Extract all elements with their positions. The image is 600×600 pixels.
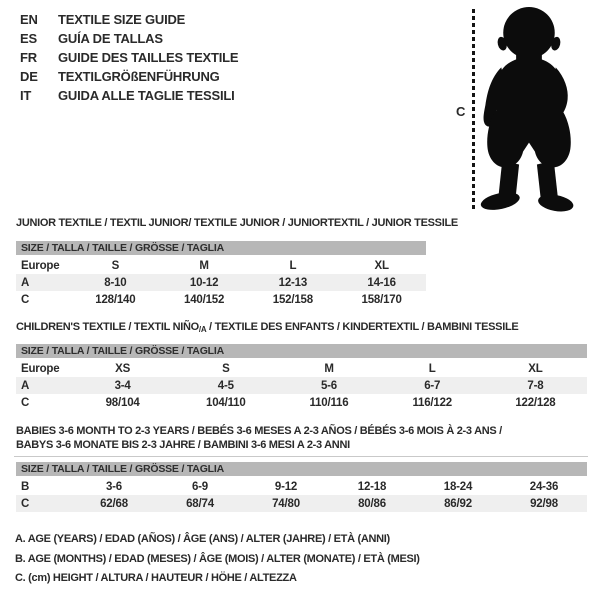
table-cell: 122/128 (515, 396, 556, 409)
language-title: GUIDA ALLE TAGLIE TESSILI (58, 88, 235, 103)
table-cell: 152/158 (272, 293, 313, 306)
language-title: TEXTILE SIZE GUIDE (58, 12, 186, 27)
row-label: C (21, 293, 30, 306)
table-cell: M (324, 362, 334, 375)
table-cell: L (428, 362, 436, 375)
table-cell: 7-8 (527, 379, 544, 392)
table-cell: S (222, 362, 230, 375)
children-size-table (16, 344, 587, 411)
size-header-band: SIZE / TALLA / TAILLE / GRÖSSE / TAGLIA (16, 344, 587, 358)
table-cell: 62/68 (100, 497, 128, 510)
babies-title-line1: BABIES 3-6 MONTH TO 2-3 YEARS / BEBÉS 3-6 MESES A 2-3 AÑOS / BÉBÉS 3-6 MOIS À 2-3 ANS / (16, 425, 502, 437)
row-label: C (21, 497, 30, 510)
table-row (16, 257, 426, 274)
table-cell: 104/110 (206, 396, 246, 409)
table-cell: 12-18 (357, 480, 387, 493)
table-cell: XL (528, 362, 543, 375)
table-cell: 12-13 (278, 276, 308, 289)
table-cell: 80/86 (358, 497, 386, 510)
table-cell: XL (374, 259, 389, 272)
table-cell: 158/170 (361, 293, 402, 306)
height-measure-label: C (456, 104, 466, 119)
language-code: ES (20, 31, 37, 46)
table-cell: 98/104 (105, 396, 140, 409)
table-row (16, 495, 587, 512)
row-label: Europe (21, 362, 60, 375)
table-cell: 10-12 (189, 276, 219, 289)
junior-size-table (16, 241, 426, 308)
language-row (20, 67, 238, 86)
junior-section-title: JUNIOR TEXTILE / TEXTIL JUNIOR/ TEXTILE JUNIOR / JUNIORTEXTIL / JUNIOR TESSILE (16, 217, 458, 229)
table-cell: L (289, 259, 297, 272)
language-row (20, 29, 238, 48)
children-section-title (16, 321, 518, 334)
language-code: FR (20, 50, 37, 65)
size-header-band: SIZE / TALLA / TAILLE / GRÖSSE / TAGLIA (16, 241, 426, 255)
height-measure-dashed-line (472, 9, 475, 210)
children-title-subscript: /A (198, 325, 207, 334)
table-cell: 24-36 (529, 480, 559, 493)
row-label: C (21, 396, 30, 409)
table-cell: 5-6 (320, 379, 338, 392)
table-row (16, 478, 587, 495)
table-row (16, 291, 426, 308)
size-header-band: SIZE / TALLA / TAILLE / GRÖSSE / TAGLIA (16, 462, 587, 476)
table-cell: 8-10 (104, 276, 127, 289)
footnotes (15, 530, 420, 589)
children-title-text: CHILDREN'S TEXTILE / TEXTIL NIÑO (16, 321, 199, 333)
table-cell: 68/74 (186, 497, 214, 510)
language-row (20, 10, 238, 29)
note-age-years: A. AGE (YEARS) / EDAD (AÑOS) / ÂGE (ANS) / ALTER (JAHRE) / ETÀ (ANNI) (15, 533, 390, 545)
table-cell: S (111, 259, 120, 272)
table-cell: M (199, 259, 209, 272)
table-cell: 140/152 (184, 293, 225, 306)
table-cell: 18-24 (443, 480, 473, 493)
children-title-text: / TEXTILE DES ENFANTS / KINDERTEXTIL / BAMBINI TESSILE (206, 321, 519, 333)
babies-section-title (16, 424, 502, 452)
language-code: IT (20, 88, 32, 103)
table-cell: 14-16 (367, 276, 396, 289)
table-cell: 128/140 (95, 293, 136, 306)
language-code: DE (20, 69, 38, 84)
language-row (20, 48, 238, 67)
table-cell: 6-9 (191, 480, 209, 493)
table-cell: 3-6 (105, 480, 123, 493)
table-cell: 86/92 (444, 497, 472, 510)
row-label: Europe (21, 259, 60, 272)
table-cell: 74/80 (272, 497, 300, 510)
table-cell: 116/122 (412, 396, 452, 409)
table-cell: 9-12 (274, 480, 298, 493)
divider-line (14, 456, 588, 457)
babies-title-line2: BABYS 3-6 MONATE BIS 2-3 JAHRE / BAMBINI 3-6 MESI A 2-3 ANNI (16, 439, 350, 451)
language-row (20, 86, 238, 105)
table-row (16, 377, 587, 394)
table-cell: 92/98 (530, 497, 558, 510)
toddler-silhouette-icon (478, 6, 578, 214)
table-row (16, 274, 426, 291)
table-cell: 3-4 (114, 379, 131, 392)
row-label: A (21, 276, 30, 289)
row-label: B (21, 480, 30, 493)
note-height-cm: C. (cm) HEIGHT / ALTURA / HAUTEUR / HÖHE / ALTEZZA (15, 572, 297, 584)
table-cell: XS (115, 362, 131, 375)
language-code: EN (20, 12, 38, 27)
table-row (16, 394, 587, 411)
note-age-months: B. AGE (MONTHS) / EDAD (MESES) / ÂGE (MOIS) / ALTER (MONATE) / ETÀ (MESI) (15, 552, 420, 565)
language-title: GUIDE DES TAILLES TEXTILE (58, 50, 239, 65)
row-label: A (21, 379, 30, 392)
language-title: GUÍA DE TALLAS (58, 31, 163, 46)
table-cell: 4-5 (217, 379, 234, 392)
table-cell: 110/116 (309, 396, 349, 409)
language-title-list (20, 10, 238, 105)
language-title: TEXTILGRÖßENFÜHRUNG (58, 69, 220, 84)
table-row (16, 360, 587, 377)
babies-size-table (16, 462, 587, 512)
table-cell: 6-7 (424, 379, 441, 392)
